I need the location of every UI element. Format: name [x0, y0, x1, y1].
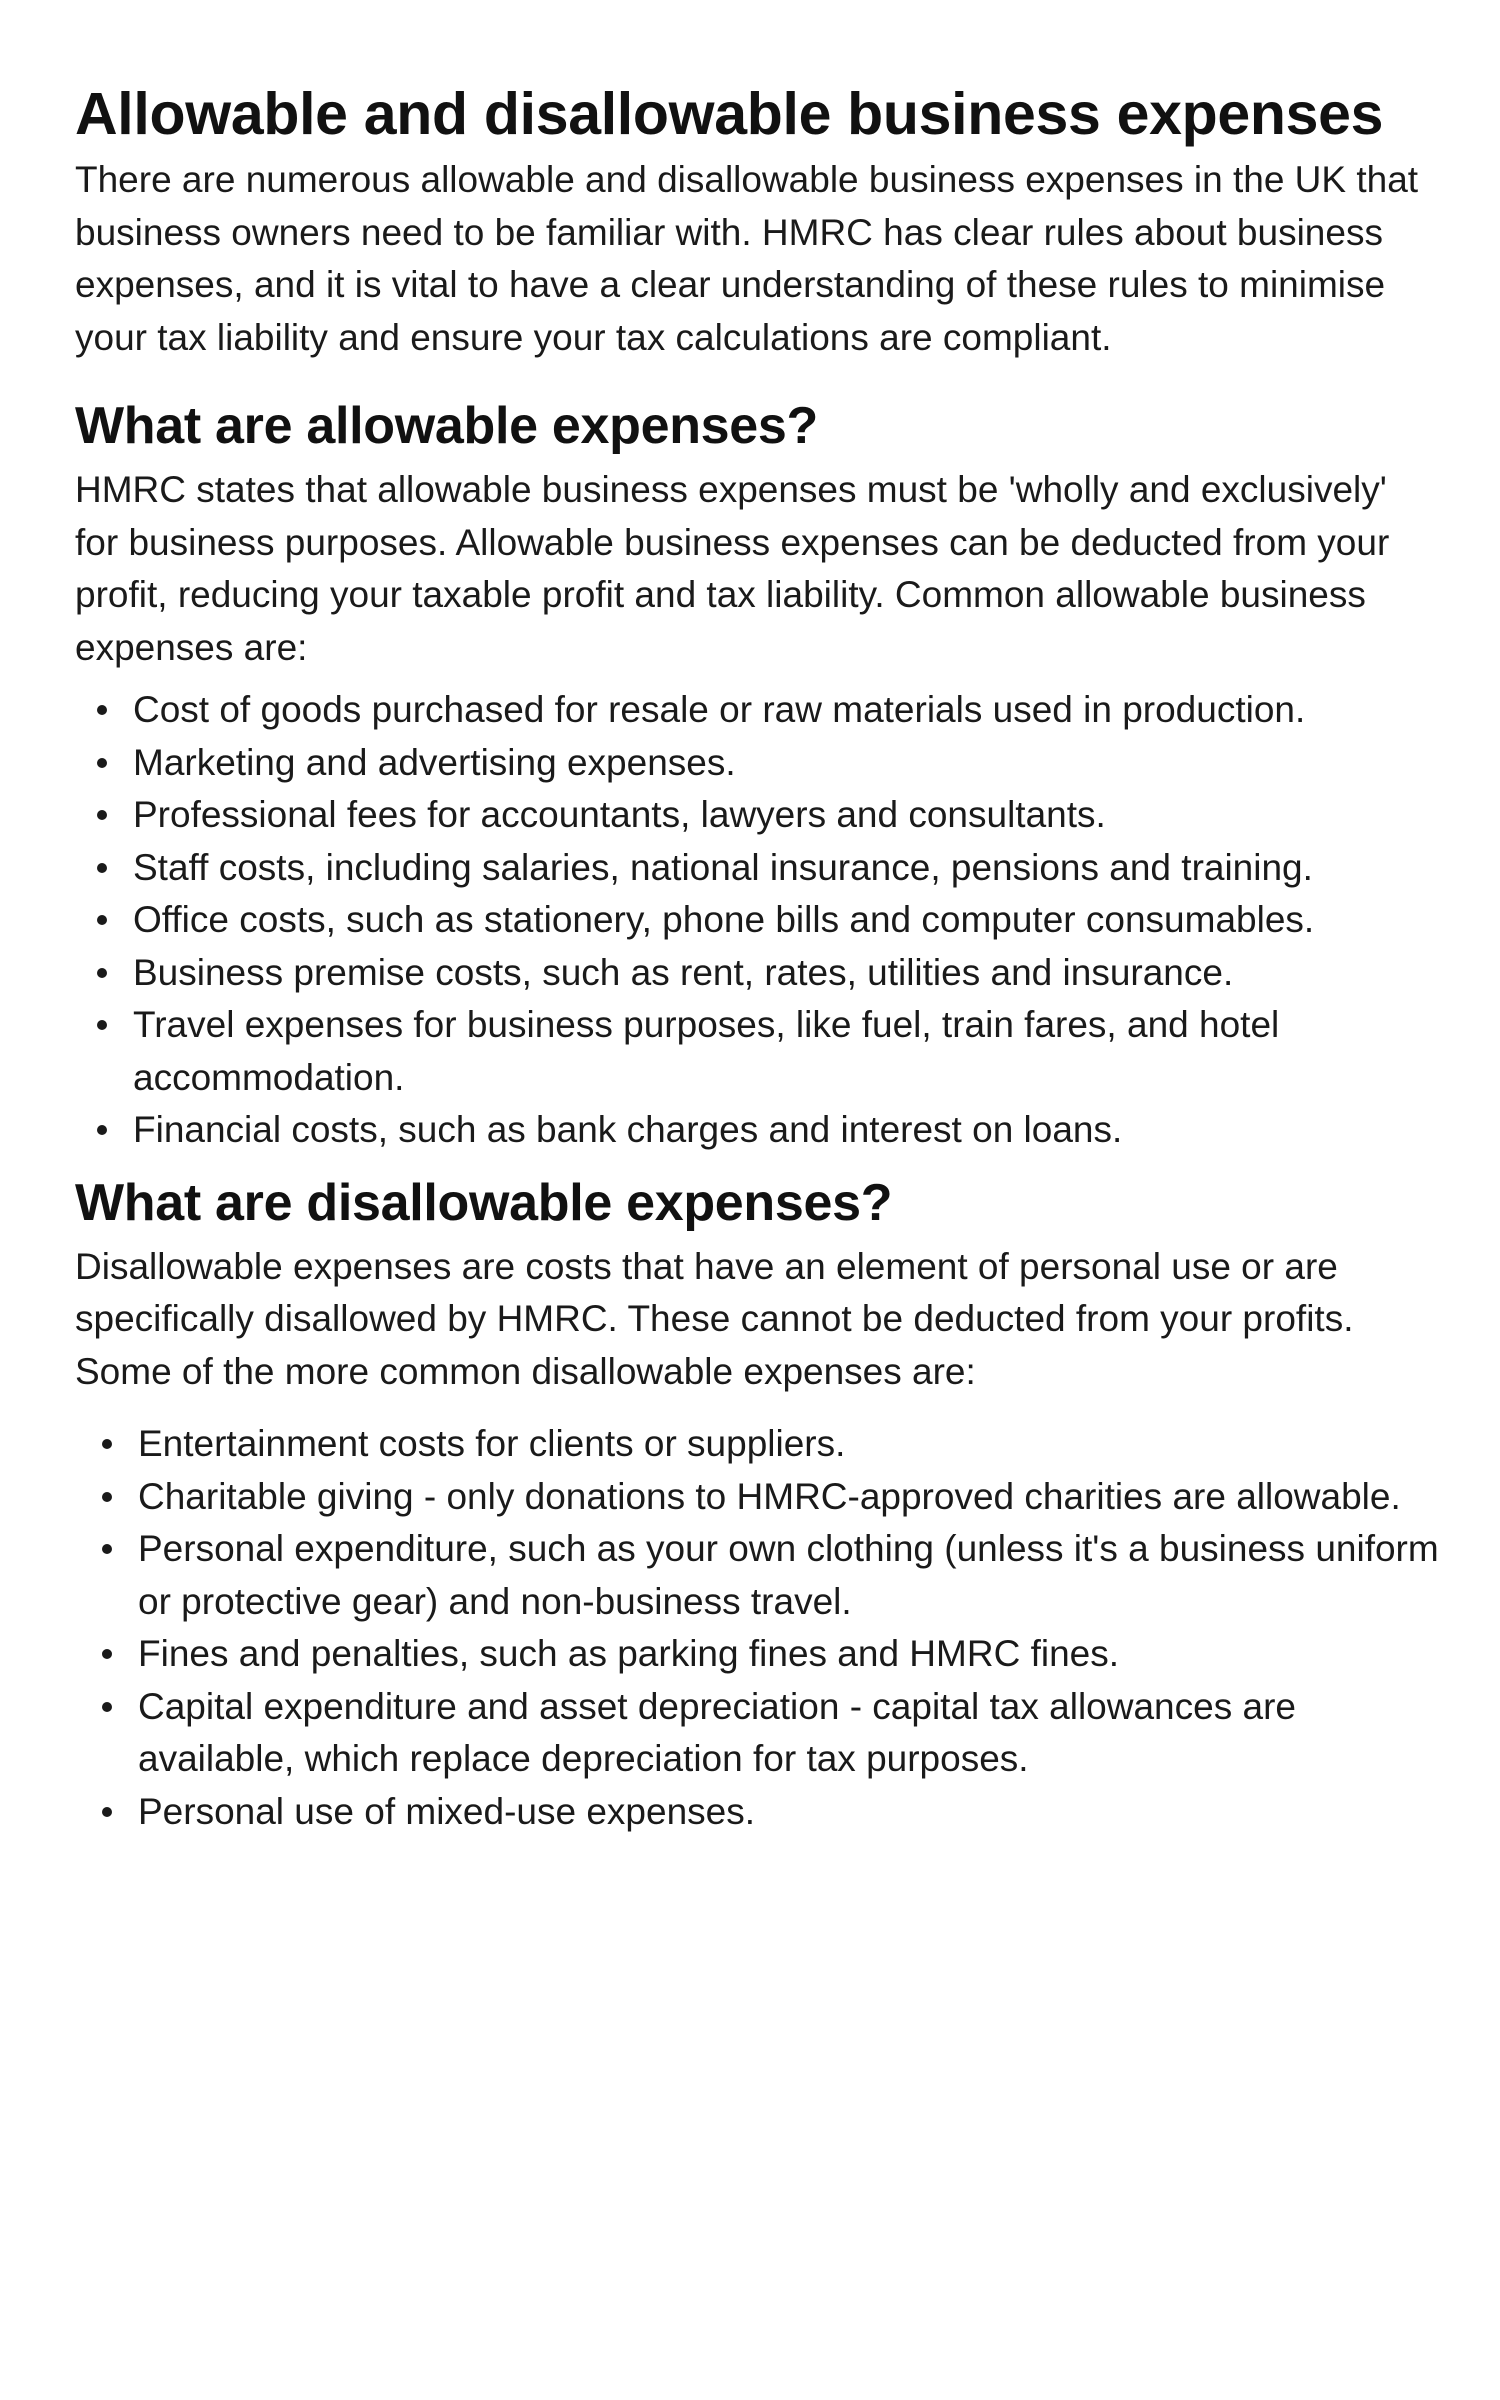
list-item: Staff costs, including salaries, national insurance, pensions and training. — [75, 842, 1440, 895]
list-item: Travel expenses for business purposes, like fuel, train fares, and hotel accommodation. — [75, 999, 1440, 1104]
list-item: Personal expenditure, such as your own clothing (unless it's a business uniform or protective gear) and non-business travel. — [75, 1523, 1440, 1628]
allowable-heading: What are allowable expenses? — [75, 397, 818, 455]
list-item: Professional fees for accountants, lawyers and consultants. — [75, 789, 1440, 842]
list-item: Cost of goods purchased for resale or raw materials used in production. — [75, 684, 1440, 737]
list-item: Marketing and advertising expenses. — [75, 737, 1440, 790]
allowable-section — [75, 394, 1440, 1157]
disallowable-heading: What are disallowable expenses? — [75, 1173, 893, 1232]
allowable-list — [75, 684, 1440, 1157]
list-item: Entertainment costs for clients or suppliers. — [75, 1418, 1440, 1471]
list-item: Charitable giving - only donations to HMRC-approved charities are allowable. — [75, 1471, 1440, 1524]
allowable-paragraph: HMRC states that allowable business expenses must be 'wholly and exclusively' for business purposes. Allowable business expenses can be deducted from your profit, reducing your taxable profit and tax liability. Common allowable business expenses are: — [75, 469, 1390, 668]
disallowable-paragraph: Disallowable expenses are costs that have an element of personal use or are specifically disallowed by HMRC. These cannot be deducted from your profits. Some of the more common disallowable expenses are: — [75, 1245, 1354, 1392]
list-item: Capital expenditure and asset depreciation - capital tax allowances are available, which replace depreciation for tax purposes. — [75, 1681, 1440, 1786]
disallowable-list — [75, 1418, 1440, 1838]
list-item: Office costs, such as stationery, phone bills and computer consumables. — [75, 894, 1440, 947]
intro-paragraph: There are numerous allowable and disallowable business expenses in the UK that business owners need to be familiar with. HMRC has clear rules about business expenses, and it is vital to have a clear understanding of these rules to minimise your tax liability and ensure your tax calculations are compliant. — [75, 159, 1419, 358]
list-item: Financial costs, such as bank charges and interest on loans. — [75, 1104, 1440, 1157]
list-item: Business premise costs, such as rent, rates, utilities and insurance. — [75, 947, 1440, 1000]
list-item: Fines and penalties, such as parking fines and HMRC fines. — [75, 1628, 1440, 1681]
list-item: Personal use of mixed-use expenses. — [75, 1786, 1440, 1839]
disallowable-section — [75, 1171, 1440, 1839]
page-title: Allowable and disallowable business expenses — [75, 81, 1384, 147]
